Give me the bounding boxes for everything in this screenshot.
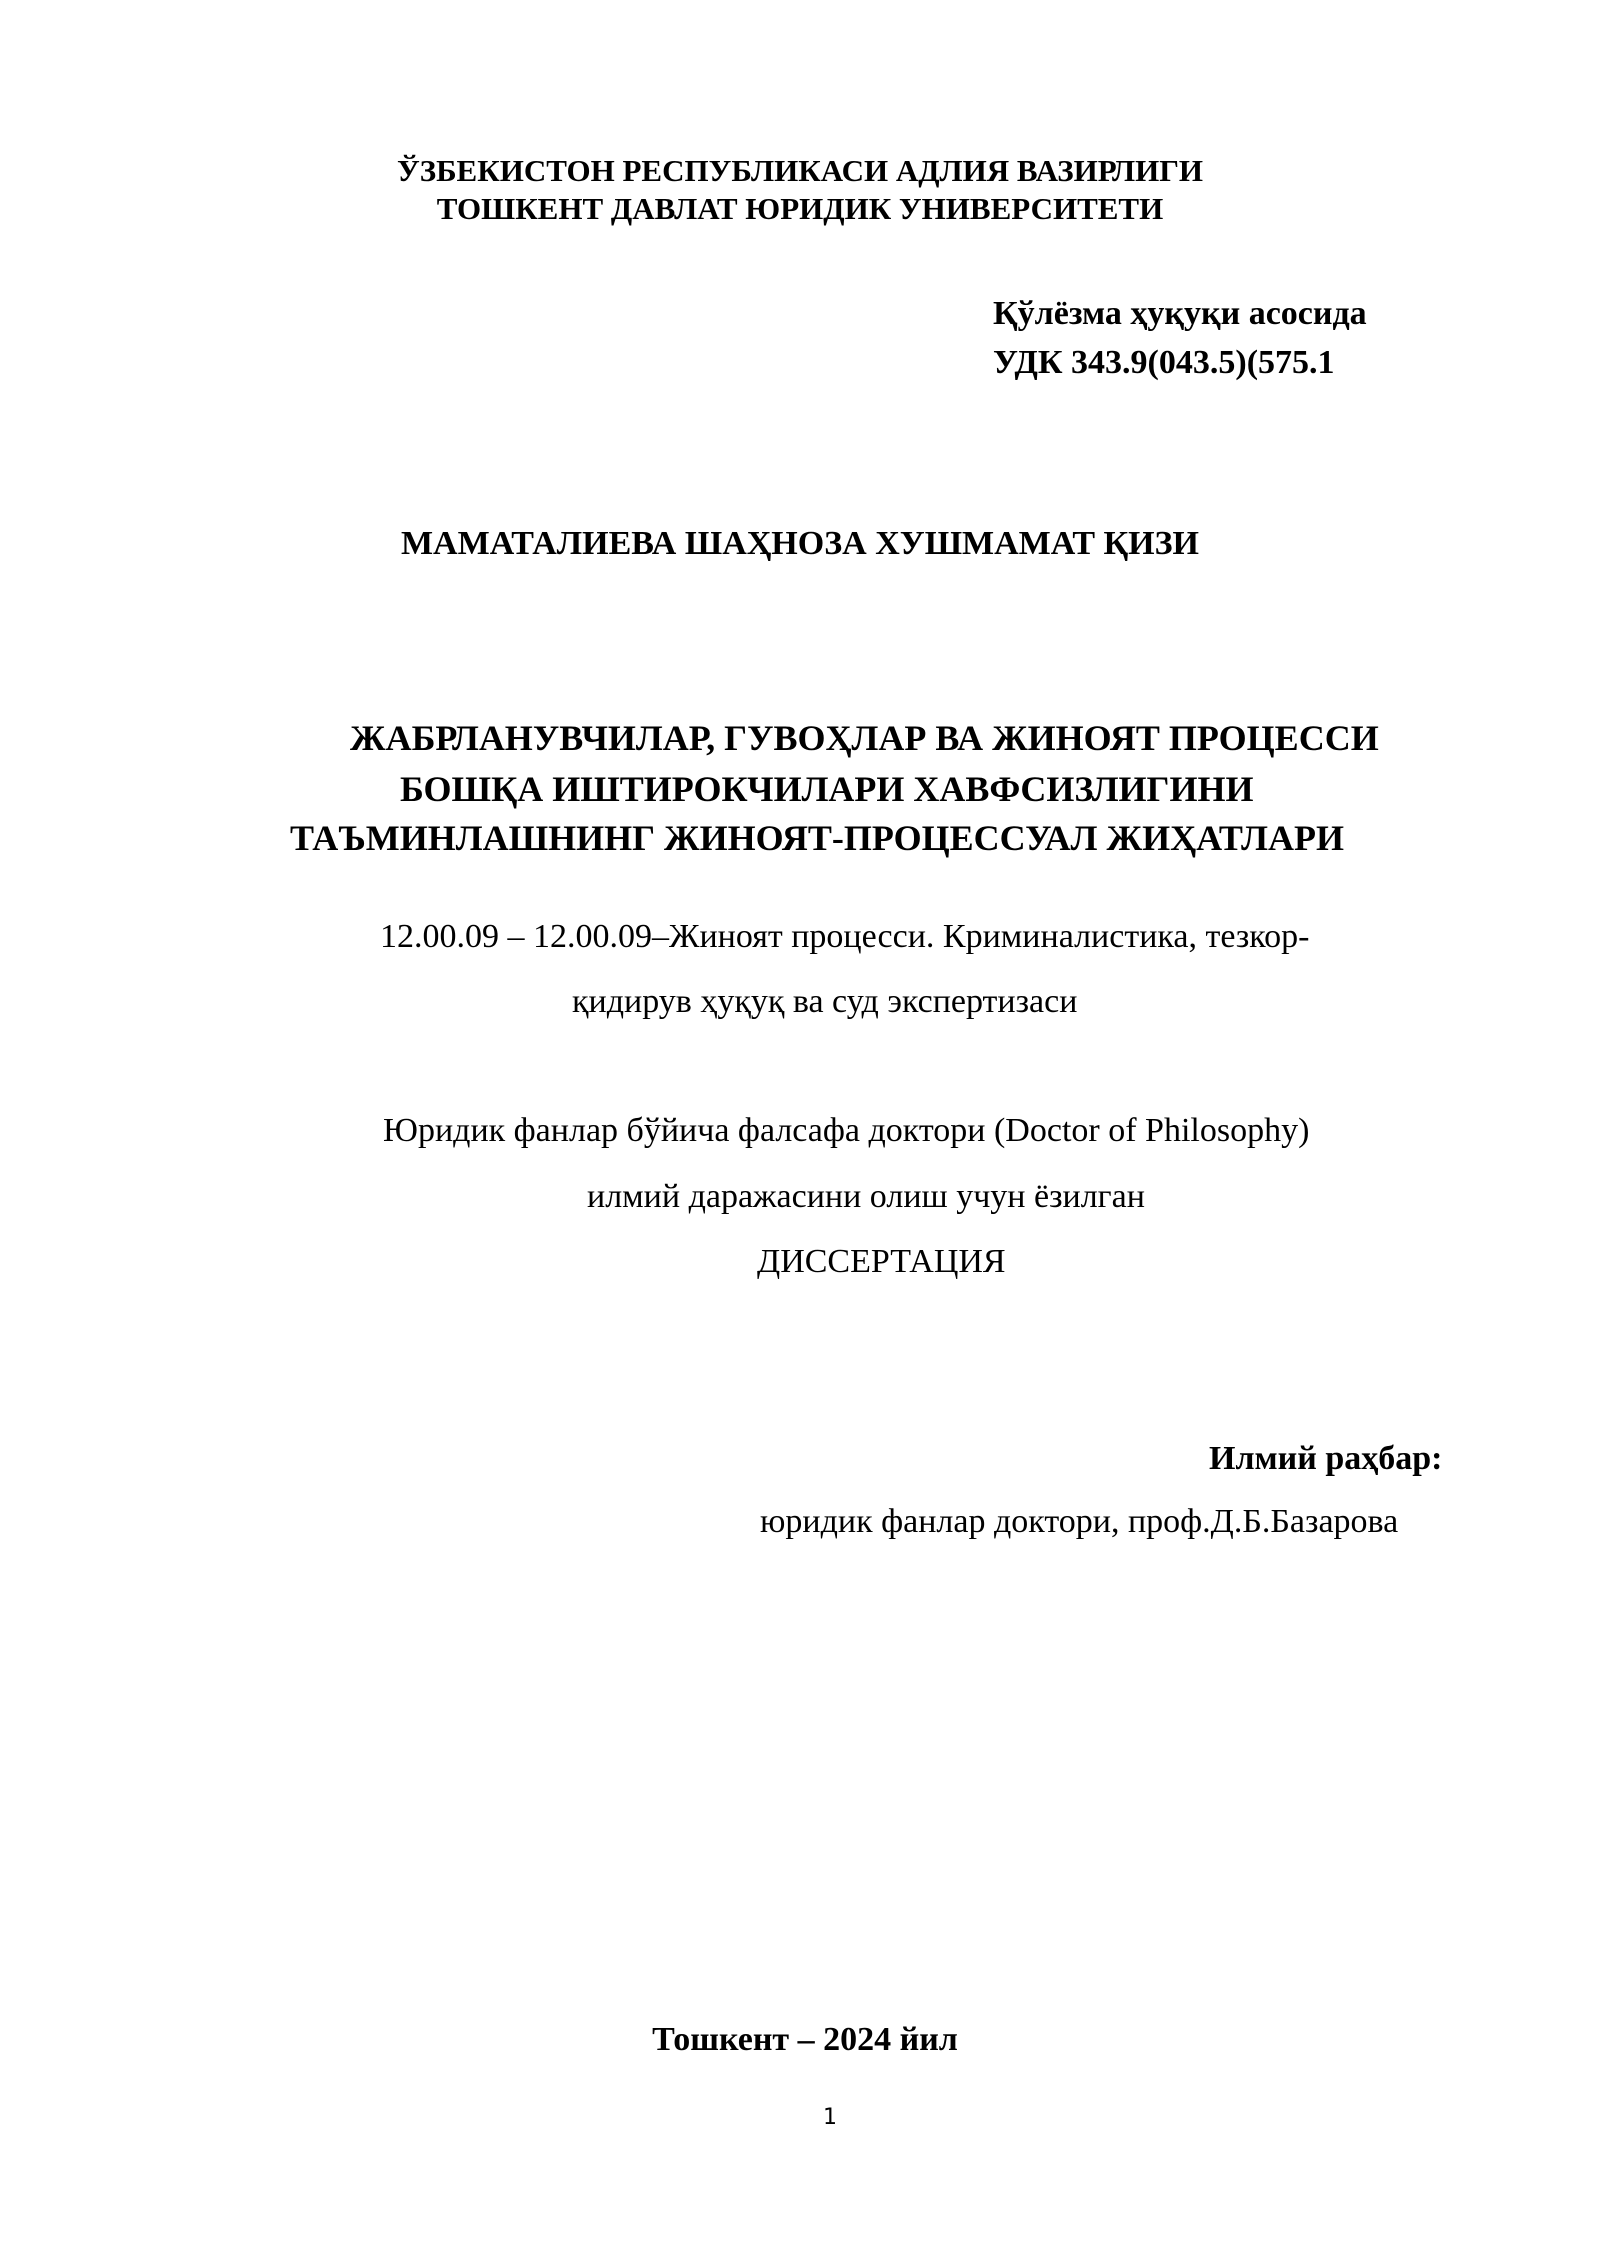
dissertation-title-line-2: БОШҚА ИШТИРОКЧИЛАРИ ХАВФСИЗЛИГИНИ [400,769,1254,809]
document-type: ДИССЕРТАЦИЯ [757,1243,1006,1280]
udk-code: УДК 343.9(043.5)(575.1 [993,344,1335,381]
place-and-year: Тошкент – 2024 йил [652,2021,958,2058]
ministry-heading: ЎЗБЕКИСТОН РЕСПУБЛИКАСИ АДЛИЯ ВАЗИРЛИГИ [396,153,1204,188]
supervisor-name: юридик фанлар доктори, проф.Д.Б.Базарова [760,1503,1399,1540]
dissertation-title-line-1: ЖАБРЛАНУВЧИЛАР, ГУВОҲЛАР ВА ЖИНОЯТ ПРОЦЕССИ [350,718,1379,758]
specialty-line-2: қидирув ҳуқуқ ва суд экспертизаси [572,983,1078,1020]
specialty-line-1: 12.00.09 – 12.00.09–Жиноят процесси. Криминалистика, тезкор- [380,918,1310,955]
manuscript-rights-note: Қўлёзма ҳуқуқи асосида [993,295,1367,332]
page-number: 1 [823,2105,837,2130]
author-name: МАМАТАЛИЕВА ШАҲНОЗА ХУШМАМАТ ҚИЗИ [400,525,1200,562]
supervisor-label: Илмий раҳбар: [1209,1440,1443,1477]
dissertation-title-line-3: ТАЪМИНЛАШНИНГ ЖИНОЯТ-ПРОЦЕССУАЛ ЖИҲАТЛАРИ [290,818,1344,858]
degree-line-2: илмий даражасини олиш учун ёзилган [587,1178,1145,1215]
university-heading: ТОШКЕНТ ДАВЛАТ ЮРИДИК УНИВЕРСИТЕТИ [436,191,1164,226]
degree-line-1: Юридик фанлар бўйича фалсафа доктори (Doctor of Philosophy) [383,1112,1310,1149]
